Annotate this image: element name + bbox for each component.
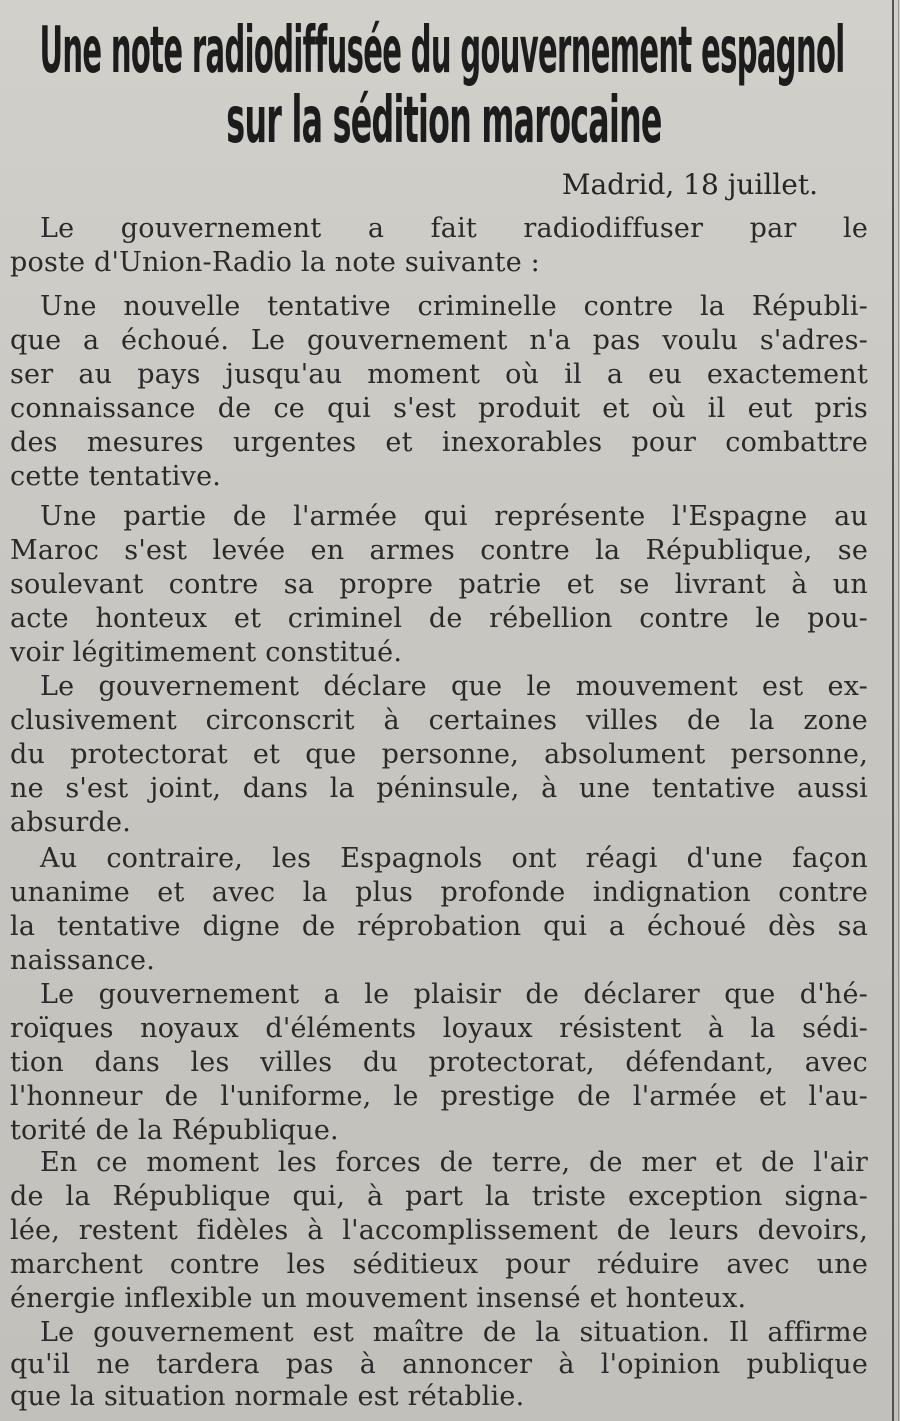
body-line: Le gouvernement a le plaisir de déclarer que d'hé- [40,979,868,1010]
body-line: connaissance de ce qui s'est produit et où il eut pris [10,393,868,424]
body-line: de la République qui, à part la triste exception signa- [10,1181,868,1212]
body-line: tion dans les villes du protectorat, défendant, avec [10,1047,868,1078]
body-line: des mesures urgentes et inexorables pour combattre [10,427,868,458]
body-line: énergie inflexible un mouvement insensé et honteux. [10,1283,747,1314]
body-line: unanime et avec la plus profonde indignation contre [10,877,868,908]
body-line: ser au pays jusqu'au moment où il a eu exactement [10,359,868,390]
body-line: cette tentative. [10,461,222,492]
body-line: Le gouvernement a fait radiodiffuser par le [40,213,868,244]
body-line: ne s'est joint, dans la péninsule, à une tentative aussi [10,773,868,804]
column-rule [892,0,894,1421]
headline-line-2: sur la sédition marocaine [226,84,662,158]
body-line: que la situation normale est rétablie. [10,1381,525,1412]
body-line: roïques noyaux d'éléments loyaux résistent à la sédi- [10,1013,868,1044]
body-line: absurde. [10,807,131,838]
dateline: Madrid, 18 juillet. [561,168,818,201]
body-line: lée, restent fidèles à l'accomplissement de leurs devoirs, [10,1215,868,1246]
body-line: clusivement circonscrit à certaines villes de la zone [10,705,868,736]
body-line: acte honteux et criminel de rébellion contre le pou- [10,603,868,634]
body-line: Maroc s'est levée en armes contre la République, se [10,535,868,566]
headline-line-1: Une note radiodiffusée du gouvernement espagnol [39,14,845,88]
body-line: marchent contre les séditieux pour réduire avec une [10,1249,868,1280]
body-line: la tentative digne de réprobation qui a échoué dès sa [10,911,868,942]
body-line: qu'il ne tardera pas à annoncer à l'opinion publique [10,1349,868,1380]
body-line: torité de la République. [10,1115,339,1146]
body-line: poste d'Union-Radio la note suivante : [10,247,540,278]
body-line: naissance. [10,945,156,976]
body-line: soulevant contre sa propre patrie et se livrant à un [10,569,868,600]
body-line: que a échoué. Le gouvernement n'a pas voulu s'adres- [10,325,868,356]
body-line: du protectorat et que personne, absolument personne, [10,739,868,770]
body-line: En ce moment les forces de terre, de mer et de l'air [40,1147,868,1178]
body-line: Une nouvelle tentative criminelle contre la Républi- [40,291,868,322]
body-line: Le gouvernement est maître de la situation. Il affirme [40,1317,868,1348]
body-line: voir légitimement constitué. [10,637,403,668]
body-line: l'honneur de l'uniforme, le prestige de l'armée et l'au- [10,1081,868,1112]
body-line: Une partie de l'armée qui représente l'Espagne au [40,501,868,532]
body-line: Le gouvernement déclare que le mouvement est ex- [40,671,868,702]
column-rule-thin [898,0,899,1421]
body-line: Au contraire, les Espagnols ont réagi d'une façon [40,843,868,874]
